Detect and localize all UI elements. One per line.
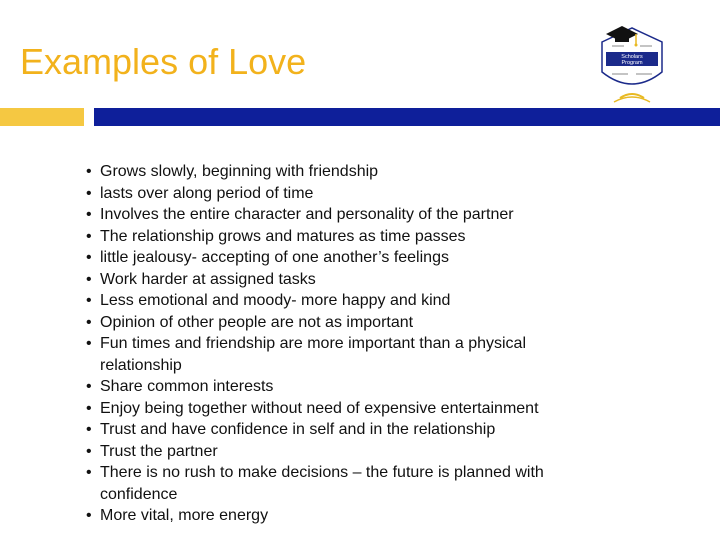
logo-word-program: Program [621, 60, 643, 66]
accent-bar-blue [94, 108, 720, 126]
list-item: • Trust and have confidence in self and in the relationship [86, 421, 496, 438]
list-item: • There is no rush to make decisions – the future is planned with confidence [86, 464, 544, 503]
list-item: • Less emotional and moody- more happy and kind [86, 292, 451, 309]
logo-word-scholars: Scholars [621, 54, 643, 60]
list-item: • Grows slowly, beginning with friendship [86, 163, 379, 180]
list-item: • lasts over along period of time [86, 184, 314, 202]
list-item: • The relationship grows and matures as time passes [86, 227, 466, 245]
list-item: • Work harder at assigned tasks [86, 270, 316, 288]
scholars-program-logo [584, 12, 680, 108]
list-item: • Enjoy being together without need of expensive entertainment [86, 399, 539, 417]
list-item: • Trust the partner [86, 442, 218, 460]
slide-title: Examples of Love [20, 41, 307, 82]
accent-bar-yellow [0, 108, 84, 126]
list-item: • Opinion of other people are not as important [86, 313, 414, 331]
list-item: • Involves the entire character and personality of the partner [86, 206, 514, 223]
list-item: • More vital, more energy [86, 507, 269, 524]
list-item: • little jealousy- accepting of one another’s feelings [86, 249, 449, 266]
list-item: • Share common interests [86, 378, 274, 395]
bullet-list [86, 161, 606, 527]
list-item: • Fun times and friendship are more important than a physical relationship [86, 335, 526, 374]
